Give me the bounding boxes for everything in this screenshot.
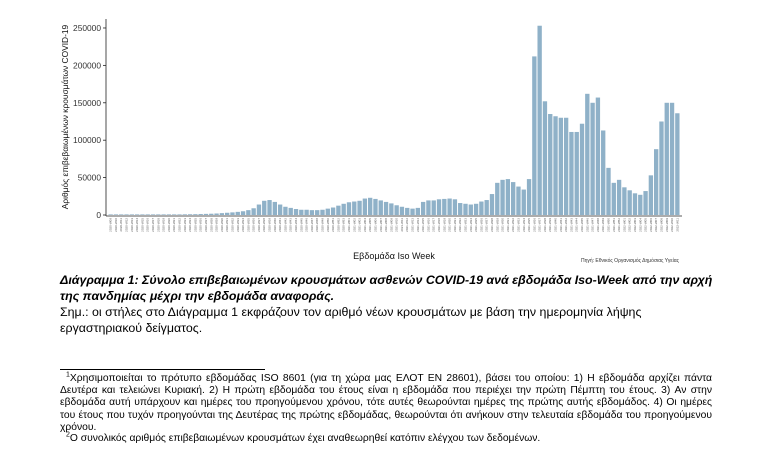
bar [506, 179, 510, 215]
bar [177, 214, 181, 215]
x-tick-label: 2020-W09 [108, 218, 113, 232]
x-tick-label: 2021-W05 [368, 218, 373, 232]
bar [601, 130, 605, 215]
bar [400, 207, 404, 215]
bar [326, 209, 330, 215]
bar [167, 214, 171, 215]
bar [357, 201, 361, 215]
x-tick-label: 2021-W44 [574, 218, 579, 232]
bar [193, 214, 197, 215]
x-tick-label: 2021-W49 [601, 218, 606, 232]
x-tick-label: 2022-W08 [659, 218, 664, 232]
bar [654, 149, 658, 215]
x-tick-label: 2022-W07 [654, 218, 659, 232]
x-tick-label: 2021-W52 [617, 218, 622, 232]
bar [670, 103, 674, 215]
bar [230, 212, 234, 215]
x-tick-label: 2020-W25 [193, 218, 198, 232]
bar [649, 175, 653, 215]
bar [633, 193, 637, 215]
y-axis-ticks [73, 23, 106, 220]
bar [289, 208, 293, 215]
bar [273, 202, 277, 215]
x-tick-label: 2020-W23 [182, 218, 187, 232]
x-tick-label: 2022-W04 [638, 218, 643, 232]
bar [394, 205, 398, 215]
bar [220, 213, 224, 215]
x-tick-label: 2020-W28 [209, 218, 214, 232]
bar [331, 208, 335, 215]
x-tick-label: 2020-W24 [188, 218, 193, 232]
bar [437, 199, 441, 215]
x-tick-label: 2020-W20 [166, 218, 171, 232]
x-tick-label: 2020-W12 [124, 218, 129, 232]
bar [389, 203, 393, 215]
x-tick-label: 2021-W03 [357, 218, 362, 232]
bar [575, 132, 579, 215]
x-tick-label: 2022-W11 [675, 218, 680, 232]
bar [257, 205, 261, 215]
x-tick-label: 2020-W36 [251, 218, 256, 232]
x-tick-label: 2020-W43 [288, 218, 293, 232]
x-tick-label: 2020-W19 [161, 218, 166, 232]
x-tick-label: 2020-W50 [325, 218, 330, 232]
source-note: Πηγή: Εθνικός Οργανισμός Δημόσιας Υγείας [580, 258, 679, 264]
x-tick-label: 2021-W48 [595, 218, 600, 232]
bar [172, 214, 176, 215]
x-tick-label: 2020-W52 [336, 218, 341, 232]
x-tick-label: 2021-W29 [495, 218, 500, 232]
bar [251, 208, 255, 215]
bar [458, 203, 462, 215]
bar [665, 103, 669, 215]
x-tick-label: 2021-W41 [558, 218, 563, 232]
x-tick-label: 2021-W16 [426, 218, 431, 232]
x-tick-label: 2021-W04 [362, 218, 367, 232]
x-tick-label: 2020-W26 [198, 218, 203, 232]
bar [500, 180, 504, 215]
x-tick-label: 2020-W40 [272, 218, 277, 232]
bar [474, 204, 478, 215]
bar [416, 208, 420, 215]
y-tick-label: 100000 [73, 135, 101, 146]
y-tick-label: 150000 [73, 97, 101, 108]
x-tick-label: 2021-W26 [479, 218, 484, 232]
bar [485, 200, 489, 215]
bar [140, 214, 144, 215]
bar [368, 198, 372, 215]
x-tick-label: 2022-W02 [627, 218, 632, 232]
bar [199, 214, 203, 215]
x-tick-label: 2021-W40 [553, 218, 558, 232]
bar [156, 214, 160, 215]
x-tick-label: 2020-W39 [267, 218, 272, 232]
x-tick-label: 2021-W39 [548, 218, 553, 232]
x-tick-label: 2020-W17 [151, 218, 156, 232]
x-tick-label: 2022-W09 [664, 218, 669, 232]
bar [559, 118, 563, 215]
x-tick-label: 2021-W28 [489, 218, 494, 232]
bar [124, 214, 128, 215]
x-tick-label: 2020-W38 [262, 218, 267, 232]
x-tick-label: 2020-W34 [241, 218, 246, 232]
bar [638, 195, 642, 215]
x-tick-label: 2021-W31 [505, 218, 510, 232]
x-tick-label: 2021-W42 [564, 218, 569, 232]
y-tick-label: 200000 [73, 60, 101, 71]
x-tick-label: 2021-W36 [532, 218, 537, 232]
x-tick-label: 2022-W10 [670, 218, 675, 232]
bar [204, 214, 208, 215]
x-axis-ticks [109, 218, 680, 232]
x-tick-label: 2021-W13 [410, 218, 415, 232]
bar [537, 26, 541, 215]
bar [283, 207, 287, 215]
x-tick-label: 2020-W21 [172, 218, 177, 232]
x-tick-label: 2021-W27 [484, 218, 489, 232]
x-tick-label: 2020-W30 [219, 218, 224, 232]
bar [114, 214, 118, 215]
x-tick-label: 2021-W19 [442, 218, 447, 232]
x-tick-label: 2022-W05 [643, 218, 648, 232]
bar [585, 94, 589, 215]
x-tick-label: 2020-W41 [278, 218, 283, 232]
bar [612, 183, 616, 215]
bar [373, 199, 377, 215]
bar [490, 194, 494, 215]
footnote-separator [60, 369, 265, 370]
bars-group [108, 26, 679, 215]
bar [342, 204, 346, 215]
bar [130, 214, 134, 215]
bar [352, 202, 356, 215]
x-tick-label: 2021-W33 [516, 218, 521, 232]
bar [569, 132, 573, 215]
x-tick-label: 2020-W47 [309, 218, 314, 232]
x-tick-label: 2022-W06 [648, 218, 653, 232]
footnote-1-mark: 1 [66, 371, 70, 379]
x-tick-label: 2020-W45 [299, 218, 304, 232]
footnote-2-mark: 2 [66, 431, 70, 439]
x-tick-label: 2021-W47 [590, 218, 595, 232]
x-tick-label: 2021-W35 [527, 218, 532, 232]
bar [119, 214, 123, 215]
footnote-1 [60, 373, 712, 434]
x-tick-label: 2021-W23 [463, 218, 468, 232]
bar [622, 187, 626, 215]
bar [183, 214, 187, 215]
x-tick-label: 2021-W14 [415, 218, 420, 232]
bar [294, 209, 298, 215]
bar [675, 113, 679, 215]
bar [426, 200, 430, 215]
x-tick-label: 2022-W01 [622, 218, 627, 232]
bar [161, 214, 165, 215]
bar [590, 103, 594, 215]
bar [363, 199, 367, 215]
bar [463, 204, 467, 215]
x-tick-label: 2021-W25 [474, 218, 479, 232]
bar [580, 124, 584, 215]
bar [347, 202, 351, 215]
x-tick-label: 2021-W24 [468, 218, 473, 232]
bar [246, 210, 250, 215]
x-tick-label: 2020-W51 [331, 218, 336, 232]
x-tick-label: 2020-W32 [230, 218, 235, 232]
bar [527, 179, 531, 215]
bar [315, 210, 319, 215]
footnote-2-text: Ο συνολικός αριθμός επιβεβαιωμένων κρουσμάτων έχει αναθεωρηθεί κατόπιν ελέγχου των δεδομένων. [69, 433, 541, 444]
x-tick-label: 2021-W17 [431, 218, 436, 232]
x-tick-label: 2021-W38 [542, 218, 547, 232]
bar [659, 121, 663, 215]
x-tick-label: 2021-W43 [569, 218, 574, 232]
x-tick-label: 2020-W42 [283, 218, 288, 232]
figure-caption-title: Διάγραμμα 1: Σύνολο επιβεβαιωμένων κρουσμάτων ασθενών COVID-19 ανά εβδομάδα Iso-Week από την αρχή της πανδημίας μέχρι την εβδομάδα αναφοράς. [60, 273, 713, 303]
bar [225, 213, 229, 215]
x-tick-label: 2021-W07 [378, 218, 383, 232]
x-tick-label: 2022-W03 [632, 218, 637, 232]
x-tick-label: 2020-W22 [177, 218, 182, 232]
bar [564, 118, 568, 215]
x-tick-label: 2020-W11 [119, 218, 124, 232]
bar [516, 187, 520, 215]
bar [384, 202, 388, 215]
bar [432, 200, 436, 215]
bar [596, 98, 600, 215]
bar [532, 56, 536, 215]
x-tick-label: 2021-W12 [405, 218, 410, 232]
x-axis-label: Εβδομάδα Iso Week [353, 251, 435, 261]
x-tick-label: 2021-W10 [394, 218, 399, 232]
x-tick-label: 2021-W09 [389, 218, 394, 232]
x-tick-label: 2021-W21 [452, 218, 457, 232]
y-tick-label: 50000 [77, 172, 101, 183]
x-tick-label: 2021-W30 [500, 218, 505, 232]
x-tick-label: 2021-W37 [537, 218, 542, 232]
bar [442, 199, 446, 215]
bar [379, 200, 383, 215]
x-tick-label: 2020-W14 [135, 218, 140, 232]
bar [108, 214, 112, 215]
x-tick-label: 2020-W44 [294, 218, 299, 232]
y-axis-label: Αριθμός επιβεβαιωμένων κρουσμάτων COVID-19 [60, 24, 70, 210]
bar [447, 199, 451, 215]
x-tick-label: 2021-W45 [580, 218, 585, 232]
x-tick-label: 2021-W20 [447, 218, 452, 232]
x-tick-label: 2021-W11 [399, 218, 404, 232]
bar [405, 208, 409, 215]
bar [479, 202, 483, 215]
x-tick-label: 2021-W06 [373, 218, 378, 232]
bar [469, 205, 473, 215]
bar [606, 168, 610, 215]
x-tick-label: 2020-W18 [156, 218, 161, 232]
bar [511, 182, 515, 215]
y-tick-label: 0 [96, 210, 101, 220]
bar [628, 190, 632, 215]
bar [214, 214, 218, 216]
x-tick-label: 2020-W15 [140, 218, 145, 232]
x-tick-label: 2021-W08 [384, 218, 389, 232]
bar [310, 210, 314, 215]
x-tick-label: 2020-W49 [320, 218, 325, 232]
bar [304, 210, 308, 215]
footnote-2 [60, 433, 712, 445]
bar [336, 206, 340, 215]
footnote-1-text: Χρησιμοποιείται το πρότυπο εβδομάδας ISO 8601 (για τη χώρα μας ΕΛΟΤ ΕΝ 28601), βάσει του οποίου: 1) Η εβδομάδα αρχίζει πάντα Δευτέρα και τελειώνει Κυριακή. 2) Η πρώτη εβδομάδα του έτους είναι η εβδομάδα που περιέχει την πρώτη Πέμπτη του έτους. 3) Αν στην εβδομάδα αυτή υπάρχουν και ημέρες του προηγούμενου χρόνου, τότε αυτές θεωρούνται ημέρες της πρώτης αυτής εβδομάδος. 4) Οι ημέρες του έτους που τυχόν προηγούνται της Δευτέρας της πρώτης εβδομάδας, θεωρούνται ότι ανήκουν στην τελευταία εβδομάδα του προηγούμενου χρόνου. [60, 373, 712, 433]
bar [146, 214, 150, 215]
x-tick-label: 2021-W02 [352, 218, 357, 232]
bar [617, 180, 621, 215]
bar [643, 191, 647, 215]
figure-caption-note: Σημ.: οι στήλες στο Διάγραμμα 1 εκφράζουν τον αριθμό νέων κρουσμάτων με βάση την ημερομηνία λήψης εργαστηριακού δείγματος. [60, 305, 642, 335]
bar [188, 214, 192, 215]
x-tick-label: 2020-W48 [315, 218, 320, 232]
bar [151, 214, 155, 215]
x-tick-label: 2020-W10 [113, 218, 118, 232]
x-tick-label: 2020-W31 [225, 218, 230, 232]
bar [267, 200, 271, 215]
x-tick-label: 2021-W46 [585, 218, 590, 232]
x-tick-label: 2020-W53 [341, 218, 346, 232]
bar [209, 214, 213, 215]
bar [299, 210, 303, 215]
x-tick-label: 2021-W15 [421, 218, 426, 232]
bar [410, 209, 414, 215]
x-tick-label: 2020-W16 [145, 218, 150, 232]
x-tick-label: 2020-W27 [203, 218, 208, 232]
x-tick-label: 2020-W33 [235, 218, 240, 232]
bar [135, 214, 139, 215]
x-tick-label: 2020-W13 [129, 218, 134, 232]
y-tick-label: 250000 [73, 22, 101, 33]
bar [553, 116, 557, 215]
bar [453, 199, 457, 215]
x-tick-label: 2021-W34 [521, 218, 526, 232]
x-tick-label: 2021-W01 [346, 218, 351, 232]
bar [495, 183, 499, 215]
bar [278, 205, 282, 215]
x-tick-label: 2020-W29 [214, 218, 219, 232]
bar [320, 210, 324, 215]
bar [421, 202, 425, 215]
x-tick-label: 2021-W32 [511, 218, 516, 232]
x-tick-label: 2020-W35 [246, 218, 251, 232]
bar [522, 190, 526, 215]
bar [543, 101, 547, 215]
x-tick-label: 2021-W22 [458, 218, 463, 232]
bar [548, 114, 552, 215]
x-tick-label: 2021-W18 [437, 218, 442, 232]
x-tick-label: 2021-W51 [611, 218, 616, 232]
x-tick-label: 2020-W37 [256, 218, 261, 232]
bar [241, 211, 245, 215]
bar [236, 212, 240, 215]
x-tick-label: 2020-W46 [304, 218, 309, 232]
bar [262, 201, 266, 215]
x-tick-label: 2021-W50 [606, 218, 611, 232]
